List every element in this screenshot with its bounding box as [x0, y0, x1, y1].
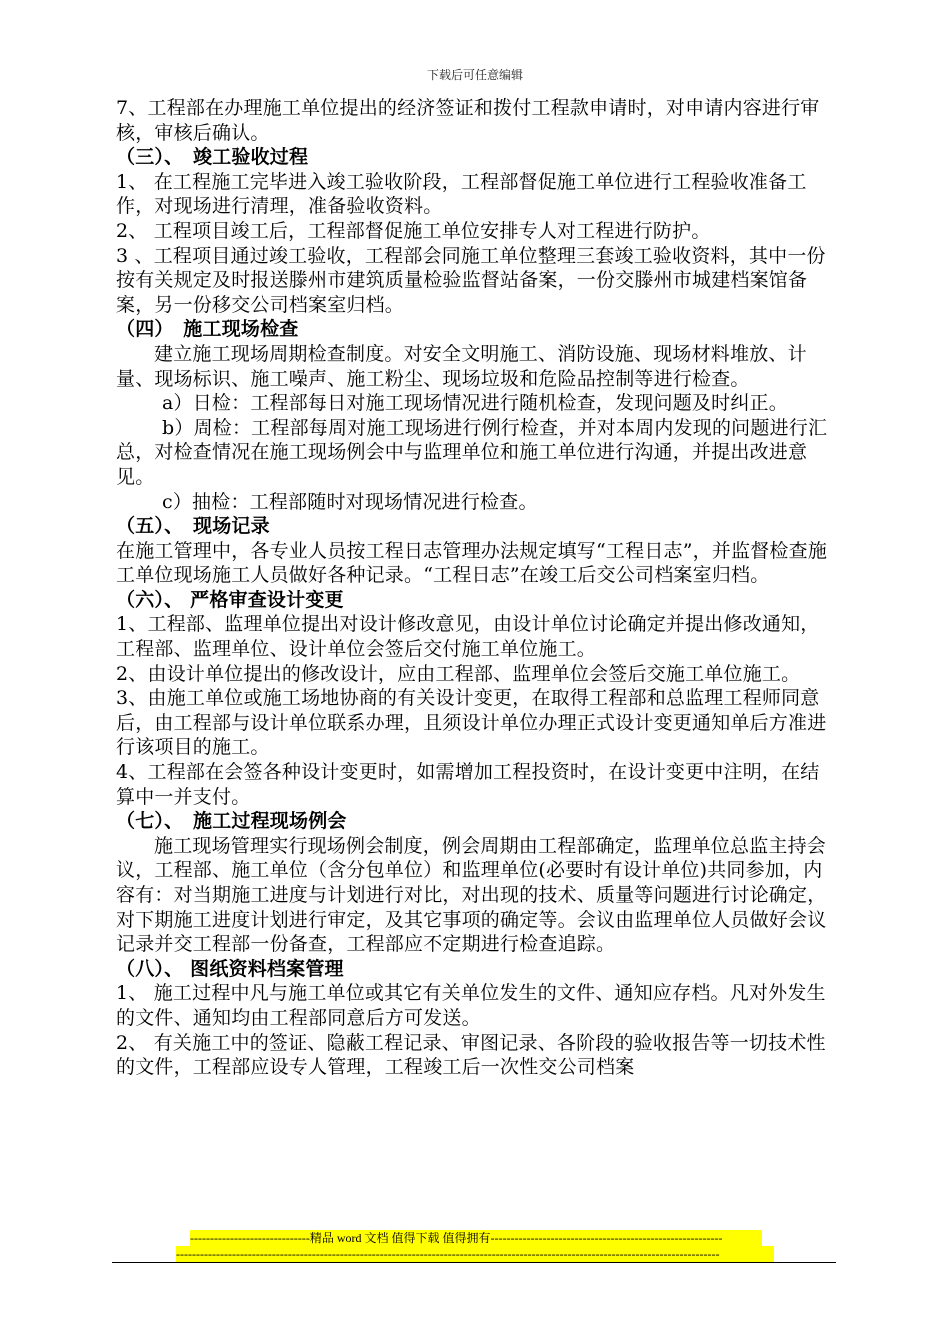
section-heading-7: （七）、 施工过程现场例会	[116, 810, 347, 833]
paragraph-3-1: 1、 在工程施工完毕进入竣工验收阶段，工程部督促施工单位进行工程验收准备工作，对现场进行清理，准备验收资料。	[116, 170, 807, 218]
footer-promo-line: ------------------------------精品 word 文档 值得下载 值得拥有----------------------------------------------------------	[190, 1230, 762, 1246]
section-heading-8: （八）、 图纸资料档案管理	[116, 957, 344, 980]
page-header: 下载后可任意编辑	[426, 68, 523, 82]
paragraph-4-intro: 建立施工现场周期检查制度。对安全文明施工、消防设施、现场材料堆放、计量、现场标识、施工噪声、施工粉尘、现场垃圾和危险品控制等进行检查。	[116, 342, 807, 390]
paragraph-3-2: 2、 工程项目竣工后，工程部督促施工单位安排专人对工程进行防护。	[116, 219, 711, 242]
section-heading-6: （六）、 严格审查设计变更	[116, 588, 344, 611]
paragraph-7-body: 施工现场管理实行现场例会制度，例会周期由工程部确定，监理单位总监主持会议，工程部、施工单位（含分包单位）和监理单位(必要时有设计单位)共同参加，内容有：对当期施工进度与计划进行对比，对出现的技术、质量等问题进行讨论确定，对下期施工进度计划进行审定，及其它事项的确定等。会议由监理单位人员做好会议记录并交工程部一份备查，工程部应不定期进行检查追踪。	[116, 834, 827, 956]
footer-dash-line: ----------------------------------------------------------------------------------------------------------------------------------------	[176, 1246, 774, 1262]
paragraph-6-4: 4、工程部在会签各种设计变更时，如需增加工程投资时，在设计变更中注明，在结算中一并支付。	[116, 761, 820, 808]
paragraph-7: 7、工程部在办理施工单位提出的经济签证和拨付工程款申请时，对申请内容进行审核，审核后确认。	[116, 97, 820, 144]
paragraph-5: 在施工管理中，各专业人员按工程日志管理办法规定填写“工程日志”，并监督检查施工单位现场施工人员做好各种记录。“工程日志”在竣工后交公司档案室归档。	[116, 539, 828, 587]
page-footer	[176, 1230, 776, 1262]
document-body	[116, 96, 838, 1080]
paragraph-6-3: 3、由施工单位或施工场地协商的有关设计变更，在取得工程部和总监理工程师同意后，由工程部与设计单位联系办理，且须设计单位办理正式设计变更通知单后方准进行该项目的施工。	[116, 687, 827, 759]
section-heading-5: （五）、 现场记录	[116, 515, 270, 538]
paragraph-8-1: 1、 施工过程中凡与施工单位或其它有关单位发生的文件、通知应存档。凡对外发生的文件、通知均由工程部同意后方可发送。	[116, 982, 826, 1029]
paragraph-4-b: b）周检：工程部每周对施工现场进行例行检查，并对本周内发现的问题进行汇总，对检查情况在施工现场例会中与监理单位和施工单位进行沟通，并提出改进意见。	[116, 416, 828, 488]
paragraph-4-c: c）抽检：工程部随时对现场情况进行检查。	[162, 490, 538, 513]
section-heading-4: （四） 施工现场检查	[116, 318, 299, 341]
paragraph-6-2: 2、由设计单位提出的修改设计，应由工程部、监理单位会签后交施工单位施工。	[116, 662, 801, 685]
section-heading-3: （三）、 竣工验收过程	[116, 146, 309, 169]
paragraph-8-2: 2、 有关施工中的签证、隐蔽工程记录、审图记录、各阶段的验收报告等一切技术性的文件，工程部应设专人管理，工程竣工后一次性交公司档案	[116, 1031, 826, 1079]
paragraph-4-a: a）日检：工程部每日对施工现场情况进行随机检查，发现问题及时纠正。	[162, 392, 788, 415]
paragraph-6-1: 1、工程部、监理单位提出对设计修改意见，由设计单位讨论确定并提出修改通知，工程部、监理单位、设计单位会签后交付施工单位施工。	[116, 613, 820, 661]
paragraph-3-3: 3 、工程项目通过竣工验收，工程部会同施工单位整理三套竣工验收资料，其中一份按有关规定及时报送滕州市建筑质量检验监督站备案，一份交滕州市城建档案馆备案，另一份移交公司档案室归档。	[116, 244, 826, 316]
footer-rule	[112, 1262, 836, 1263]
